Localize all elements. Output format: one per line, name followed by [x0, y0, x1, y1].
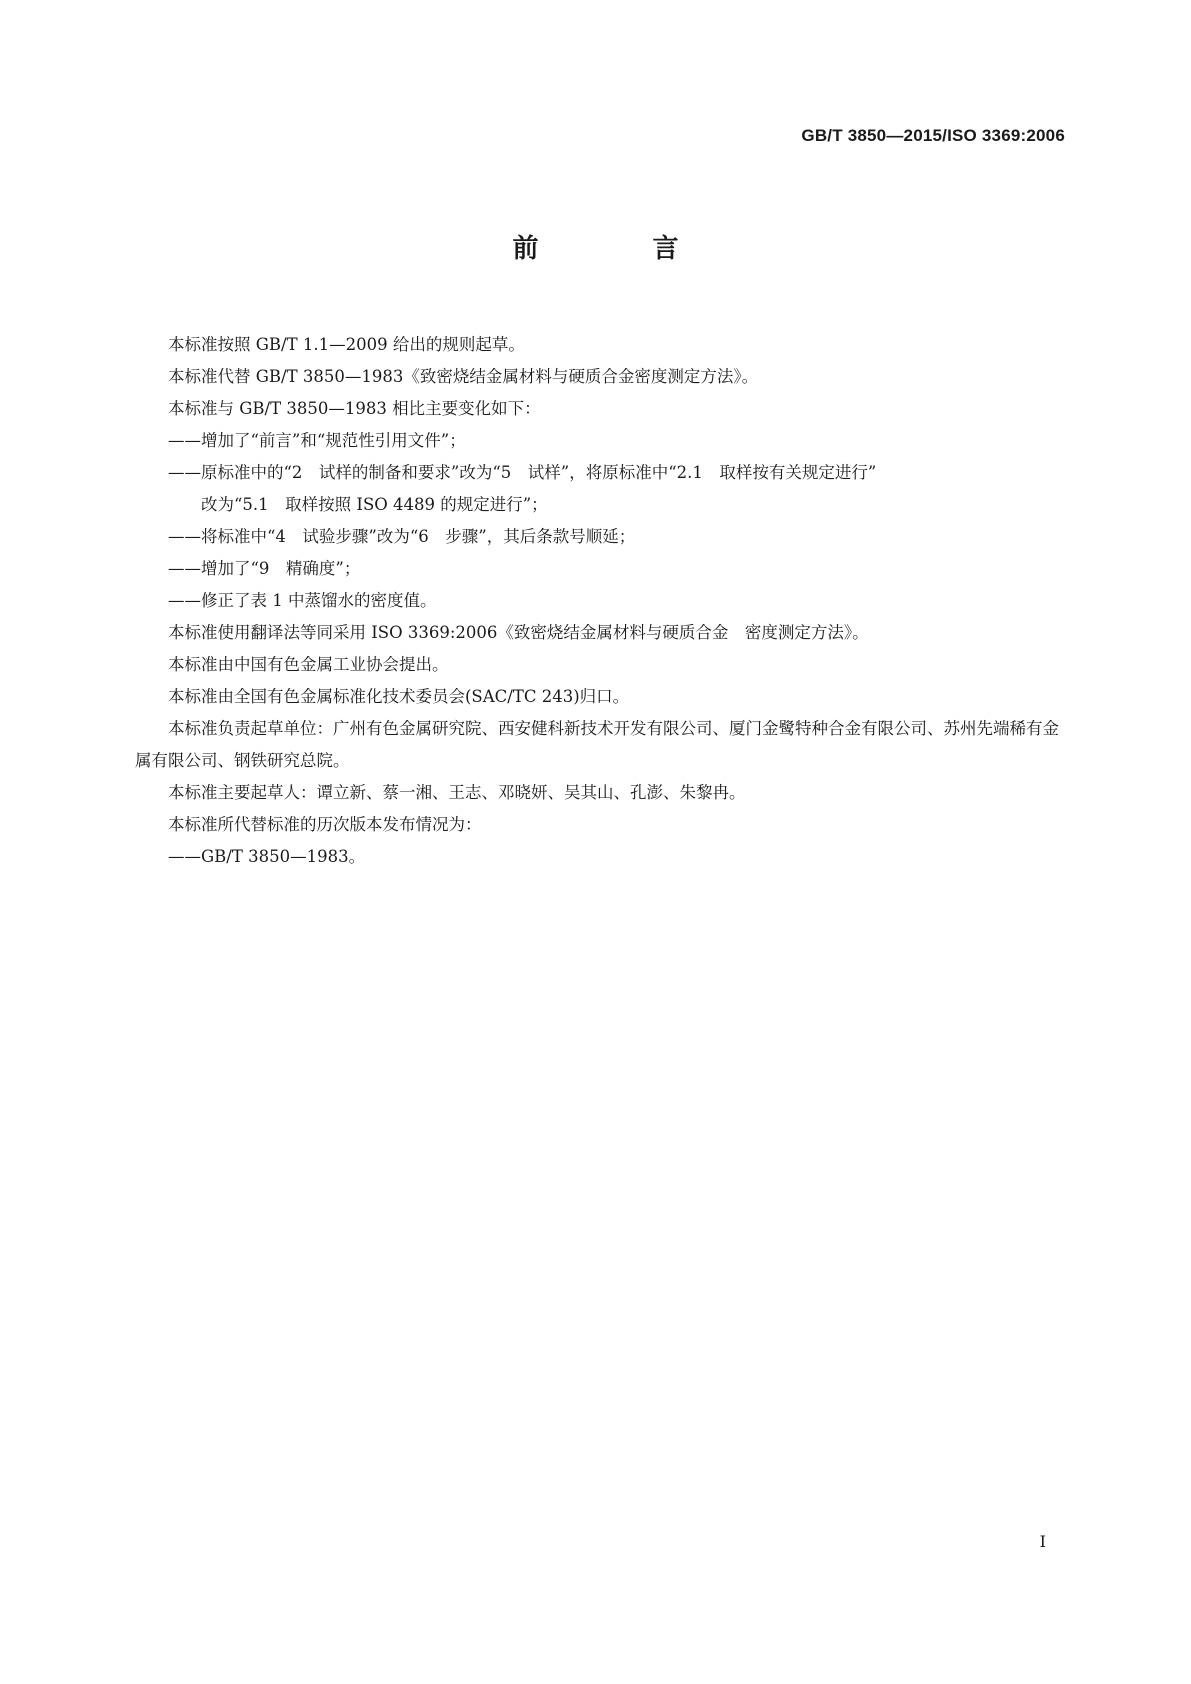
change-item-3: ——将标准中“4 试验步骤”改为“6 步骤”，其后条款号顺延； [168, 527, 636, 546]
paragraph-drafting-rules: 本标准按照 GB/T 1.1—2009 给出的规则起草。 [168, 335, 525, 354]
paragraph-proposed-by: 本标准由中国有色金属工业协会提出。 [168, 655, 449, 674]
version-item-1: ——GB/T 3850—1983。 [168, 847, 366, 866]
change-item-2-continued: 改为“5.1 取样按照 ISO 4489 的规定进行”； [201, 495, 548, 514]
change-item-5: ——修正了表 1 中蒸馏水的密度值。 [168, 591, 437, 610]
paragraph-drafters: 本标准主要起草人：谭立新、蔡一湘、王志、邓晓妍、吴其山、孔澎、朱黎冉。 [168, 783, 746, 802]
paragraph-centralized-by: 本标准由全国有色金属标准化技术委员会(SAC/TC 243)归口。 [168, 687, 630, 706]
foreword-body [135, 329, 1063, 873]
change-item-4: ——增加了“9 精确度”； [168, 559, 361, 578]
paragraph-version-history: 本标准所代替标准的历次版本发布情况为： [168, 815, 482, 834]
paragraph-adoption: 本标准使用翻译法等同采用 ISO 3369:2006《致密烧结金属材料与硬质合金 密度测定方法》。 [168, 623, 869, 642]
paragraph-drafting-units: 本标准负责起草单位：广州有色金属研究院、西安健科新技术开发有限公司、厦门金鹭特种合金有限公司、苏州先端稀有金属有限公司、钢铁研究总院。 [135, 719, 1059, 770]
page-title: 前 言 [512, 234, 723, 264]
paragraph-replaces: 本标准代替 GB/T 3850—1983《致密烧结金属材料与硬质合金密度测定方法》。 [168, 367, 759, 386]
change-item-2: ——原标准中的“2 试样的制备和要求”改为“5 试样”，将原标准中“2.1 取样按有关规定进行” [168, 463, 877, 482]
page-number: I [1039, 1532, 1046, 1551]
change-item-1: ——增加了“前言”和“规范性引用文件”； [168, 431, 466, 450]
paragraph-changes-intro: 本标准与 GB/T 3850—1983 相比主要变化如下： [168, 399, 541, 418]
standard-code: GB/T 3850—2015/ISO 3369:2006 [801, 126, 1065, 145]
